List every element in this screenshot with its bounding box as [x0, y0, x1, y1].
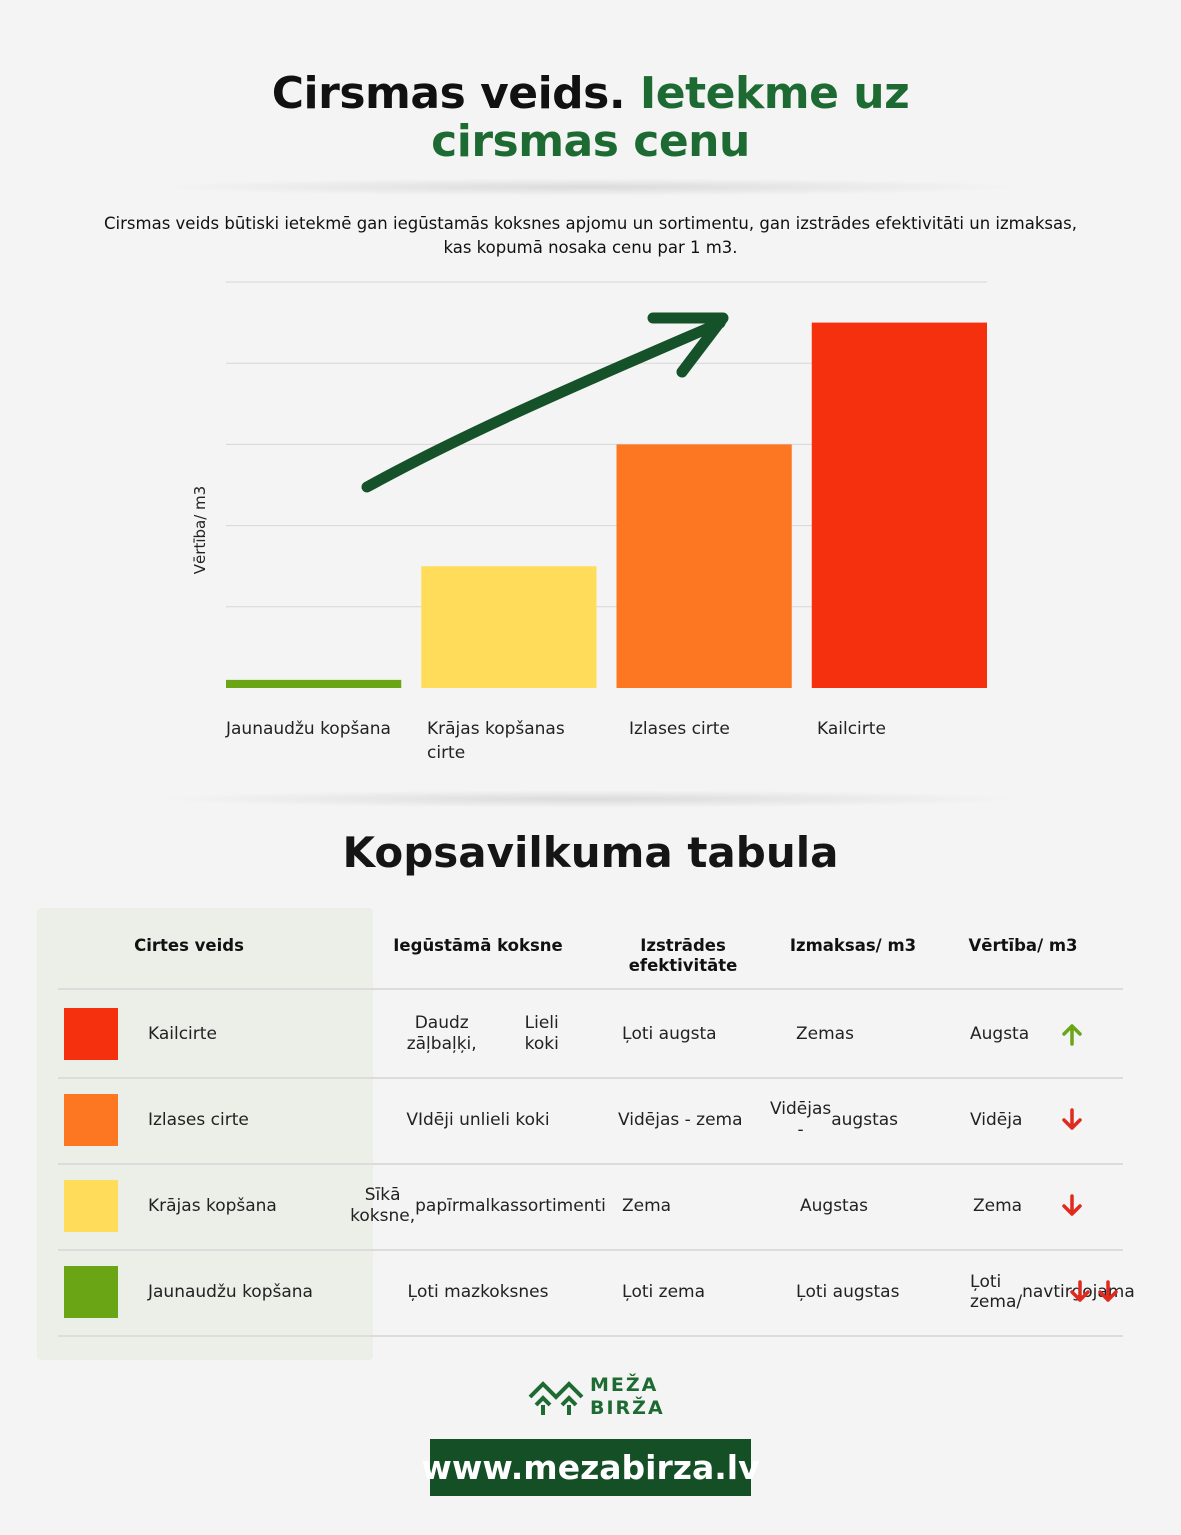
- row-value: [973, 1164, 1073, 1248]
- row-trend-arrows: [1062, 1078, 1122, 1162]
- row-efficiency: Ļoti zema: [622, 1281, 706, 1302]
- row-efficiency: Ļoti augsta: [622, 1023, 717, 1044]
- row-trend-arrows: [1062, 992, 1122, 1076]
- title-part1: Cirsmas veids.: [271, 68, 626, 119]
- color-swatch: [64, 1180, 118, 1232]
- cell-line: Daudz zāļbaļķi,: [406, 1013, 477, 1054]
- row-cost: [770, 1078, 899, 1162]
- summary-title: Kopsavilkuma tabula: [342, 828, 839, 877]
- logo-line2: BIRŽA: [590, 1397, 665, 1419]
- arrow-down-icon: [1062, 1194, 1082, 1218]
- x-tick-label: Krājas kopšanas cirte: [427, 719, 565, 763]
- row-value: [970, 1078, 1070, 1162]
- row-trend-arrows: [1062, 1164, 1122, 1248]
- color-swatch: [64, 1008, 118, 1060]
- bar-3: [617, 444, 792, 688]
- bar-1: [226, 680, 401, 688]
- row-type-name: Krājas kopšana: [148, 1195, 277, 1216]
- row-wood: [378, 1250, 578, 1334]
- cell-line: lieli koki: [480, 1109, 550, 1130]
- header-izmaksas: Izmaksas/ m3: [789, 936, 917, 955]
- cell-line: Vidējas -: [770, 1099, 832, 1140]
- cell-line: sortimenti: [519, 1195, 606, 1216]
- header-vertiba: Vērtība/ m3: [968, 936, 1078, 955]
- chart-y-axis-label: Vērtība/ m3: [191, 485, 209, 575]
- row-cost: [796, 992, 946, 1076]
- cell-line: Ļoti zema/: [970, 1272, 1023, 1312]
- header-efektivitate: [600, 936, 766, 976]
- cell-line: Zema: [973, 1196, 1023, 1216]
- divider-shadow-2: [150, 790, 1030, 808]
- header-eff-line1: Izstrādes: [640, 936, 726, 955]
- arrow-down-icon: [1070, 1280, 1090, 1304]
- cell-line: Ļoti maz: [407, 1281, 481, 1302]
- color-swatch: [64, 1266, 118, 1318]
- bar-4: [812, 323, 987, 688]
- logo-wordmark: [590, 1374, 665, 1420]
- row-wood: [350, 1164, 606, 1248]
- bar-2: [421, 566, 596, 688]
- row-wood: [378, 1078, 578, 1162]
- table-divider: [58, 1335, 1123, 1337]
- row-efficiency: Vidējas - zema: [618, 1109, 743, 1130]
- cell-line: Augstas: [800, 1195, 868, 1216]
- cell-line: Ļoti augstas: [796, 1281, 900, 1302]
- row-value: [970, 992, 1070, 1076]
- intro-line1: Cirsmas veids būtiski ietekmē gan iegūstamās koksnes apjomu un sortimentu, gan izstrādes efektivitāti un izmaksas,: [104, 214, 1077, 233]
- row-wood: [378, 992, 578, 1076]
- title-part2: Ietekme uz: [639, 68, 910, 119]
- cell-line: Sīkā koksne,: [350, 1185, 416, 1226]
- row-type-name: Jaunaudžu kopšana: [148, 1281, 313, 1302]
- cell-line: Augsta: [970, 1024, 1030, 1044]
- header-cirtes-veids: Cirtes veids: [134, 936, 244, 955]
- row-value: [970, 1250, 1135, 1334]
- cell-line: koksnes: [480, 1281, 549, 1302]
- cell-line: tirgojama: [1053, 1282, 1135, 1302]
- cell-line: Vidēja: [970, 1110, 1023, 1130]
- row-type-name: Kailcirte: [148, 1023, 217, 1044]
- arrow-up-icon: [1062, 1022, 1082, 1046]
- arrow-down-icon: [1062, 1108, 1082, 1132]
- cell-line: augstas: [831, 1109, 899, 1130]
- cell-line: papīrmalkas: [415, 1195, 520, 1216]
- intro-line2: kas kopumā nosaka cenu par 1 m3.: [443, 238, 738, 257]
- title-part3: cirsmas cenu: [431, 116, 750, 167]
- cell-line: nav: [1022, 1282, 1054, 1302]
- cell-line: Lieli koki: [524, 1013, 559, 1054]
- x-tick-label: Izlases cirte: [629, 719, 730, 739]
- website-link[interactable]: www.mezabirza.lv: [430, 1439, 751, 1496]
- chart-x-labels: [225, 719, 886, 763]
- row-trend-arrows: [1070, 1250, 1130, 1334]
- color-swatch: [64, 1094, 118, 1146]
- row-efficiency: Zema: [622, 1195, 672, 1216]
- row-cost: [796, 1250, 946, 1334]
- header-eff-line2: efektivitāte: [628, 956, 738, 975]
- cell-line: VIdēji un: [406, 1109, 481, 1130]
- table-divider: [58, 988, 1123, 990]
- cell-line: Zemas: [796, 1023, 854, 1044]
- header-koksne: Iegūstāmā koksne: [393, 936, 563, 955]
- row-type-name: Izlases cirte: [148, 1109, 249, 1130]
- arrow-down-icon: [1098, 1280, 1118, 1304]
- forest-mountains-icon: [528, 1375, 584, 1417]
- row-cost: [800, 1164, 950, 1248]
- logo-line1: MEŽA: [590, 1374, 659, 1396]
- x-tick-label: Kailcirte: [817, 719, 886, 739]
- x-tick-label: Jaunaudžu kopšana: [226, 719, 391, 739]
